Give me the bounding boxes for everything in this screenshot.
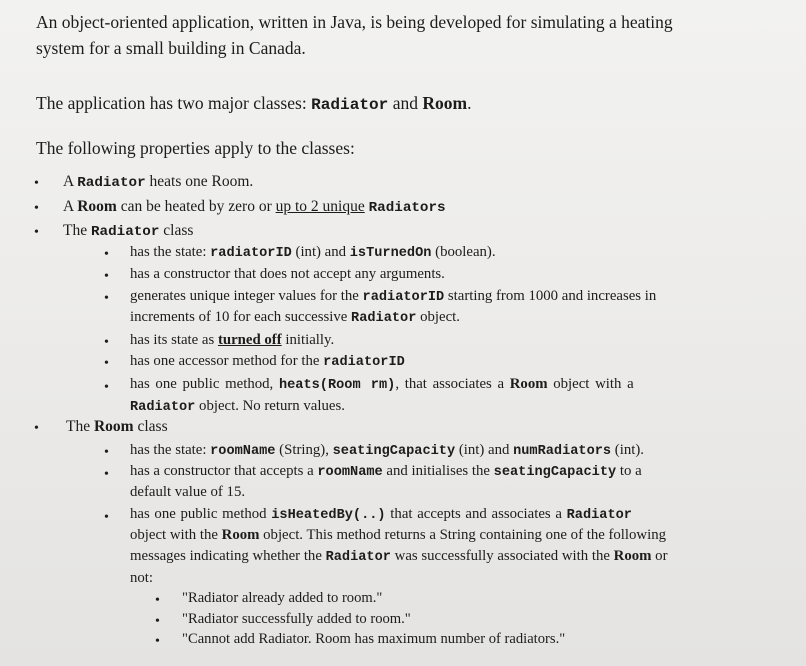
bullet-icon: • — [34, 176, 39, 191]
bullet-icon: • — [104, 269, 109, 284]
radiator-accessor: has one accessor method for the radiatorID — [130, 353, 405, 370]
radiator-heats-line-2: Radiator object. No return values. — [130, 398, 345, 415]
classes-pre: The application has two major classes: — [36, 93, 312, 113]
bullet-icon: • — [104, 247, 109, 262]
radiator-constructor: has a constructor that does not accept any arguments. — [130, 266, 445, 282]
bullet-icon: • — [155, 614, 160, 629]
classes-sentence — [36, 93, 471, 114]
bullet-icon: • — [34, 225, 39, 240]
radiator-heats-line-1: has one public method, heats(Room rm), that associates a Room object with a — [130, 376, 634, 393]
class-room: Room — [422, 93, 468, 113]
bullet-icon: • — [104, 291, 109, 306]
item-radiator-class: The Radiator class — [63, 222, 194, 240]
room-method-line-3: messages indicating whether the Radiator was successfully associated with the Room or — [130, 548, 668, 565]
room-constructor-line-2: default value of 15. — [130, 484, 246, 500]
radiator-generates-line-2: increments of 10 for each successive Radiator object. — [130, 309, 460, 326]
message-successfully-added: "Radiator successfully added to room." — [182, 611, 411, 627]
bullet-icon: • — [155, 593, 160, 608]
bullet-icon: • — [34, 421, 39, 436]
item-room-heated: A Room can be heated by zero or up to 2 unique Radiators — [63, 198, 446, 216]
bullet-icon: • — [104, 356, 109, 371]
radiator-state: has the state: radiatorID (int) and isTurnedOn (boolean). — [130, 244, 496, 261]
intro-line-2: system for a small building in Canada. — [36, 38, 306, 58]
room-method-line-1: has one public method isHeatedBy(..) that accepts and associates a Radiator — [130, 506, 632, 523]
message-already-added: "Radiator already added to room." — [182, 590, 383, 606]
item-room-class: The Room class — [66, 418, 168, 435]
bullet-icon: • — [34, 201, 39, 216]
bullet-icon: • — [104, 335, 109, 350]
intro-line-1: An object-oriented application, written in Java, is being developed for simulating a heating — [36, 12, 673, 32]
item-radiator-heats: A Radiator heats one Room. — [63, 173, 254, 191]
room-method-line-4: not: — [130, 570, 154, 586]
classes-end: . — [467, 93, 472, 113]
radiator-initial-state: has its state as turned off initially. — [130, 332, 335, 348]
bullet-icon: • — [104, 510, 109, 525]
bullet-icon: • — [155, 634, 160, 649]
bullet-icon: • — [104, 467, 109, 482]
properties-heading: The following properties apply to the classes: — [36, 138, 355, 158]
room-constructor-line-1: has a constructor that accepts a roomName and initialises the seatingCapacity to a — [130, 463, 642, 480]
message-cannot-add: "Cannot add Radiator. Room has maximum number of radiators." — [182, 631, 566, 647]
class-radiator: Radiator — [311, 96, 389, 114]
bullet-icon: • — [104, 445, 109, 460]
room-state: has the state: roomName (String), seatingCapacity (int) and numRadiators (int). — [130, 442, 644, 459]
classes-mid: and — [388, 93, 423, 113]
radiator-generates-line-1: generates unique integer values for the radiatorID starting from 1000 and increases in — [130, 288, 657, 305]
bullet-icon: • — [104, 380, 109, 395]
room-method-line-2: object with the Room object. This method returns a String containing one of the following — [130, 527, 667, 543]
